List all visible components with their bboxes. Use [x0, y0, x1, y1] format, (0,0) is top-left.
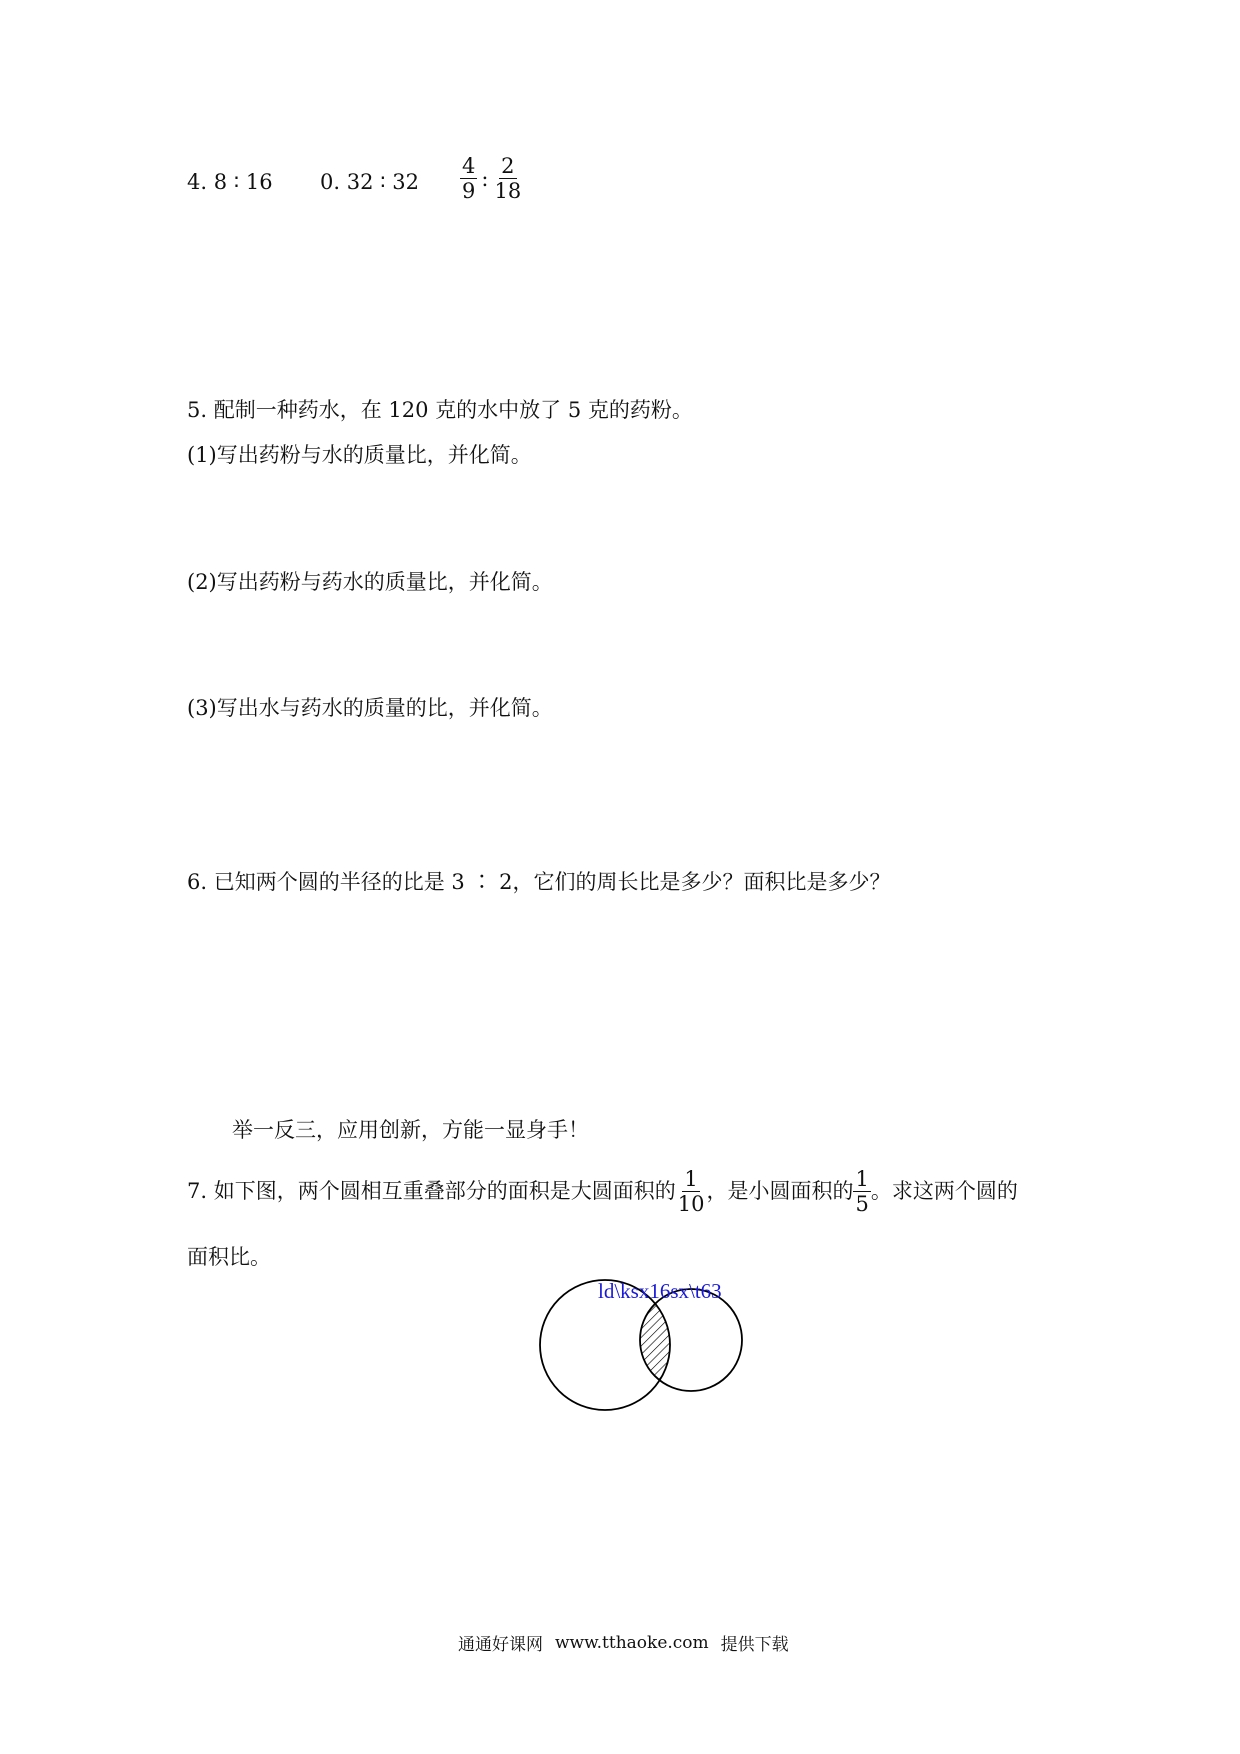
ratio-4-8-16: 4. 8 ∶ 16 — [187, 170, 273, 194]
figure-watermark: ld\ksx16sx\t63 — [598, 1279, 722, 1303]
fraction-1-10: $\frac{1}{10}$ — [677, 1166, 705, 1216]
question-7-lead: 7. 如下图，两个圆相互重叠部分的面积是大圆面积的 — [187, 1179, 676, 1203]
question-7-mid: ，是小圆面积的 — [706, 1179, 854, 1203]
question-5-part-2: (2)写出药粉与药水的质量比，并化简。 — [187, 570, 553, 594]
fraction-2-18: $\frac{2}{18}$ — [494, 154, 522, 203]
ratio-0-32-32: 0. 32 ∶ 32 — [320, 170, 419, 194]
fraction-1-5: $\frac{1}{5}$ — [855, 1166, 869, 1216]
question-7-tail: 。求这两个圆的 — [870, 1179, 1018, 1203]
page-footer — [458, 1630, 789, 1655]
ratio-fraction-pair — [460, 155, 523, 202]
question-7-stem — [187, 1163, 1018, 1219]
overlapping-circles-figure — [530, 1270, 760, 1420]
footer-action: 提供下载 — [720, 1635, 789, 1655]
question-5-part-3: (3)写出水与药水的质量的比，并化简。 — [187, 696, 553, 720]
ratio-colon: : — [481, 166, 489, 191]
question-7-line-2: 面积比。 — [187, 1245, 271, 1269]
footer-site-name: 通通好课网 — [458, 1635, 543, 1655]
fraction-4-9: $\frac{4}{9}$ — [462, 154, 476, 203]
question-5-part-1: (1)写出药粉与水的质量比，并化简。 — [187, 443, 532, 467]
section-slogan: 举一反三，应用创新，方能一显身手！ — [232, 1118, 589, 1142]
question-6-stem: 6. 已知两个圆的半径的比是 3 ∶ 2，它们的周长比是多少？面积比是多少？ — [187, 870, 891, 894]
footer-url[interactable]: www.tthaoke.com — [555, 1632, 709, 1653]
question-5-stem: 5. 配制一种药水，在 120 克的水中放了 5 克的药粉。 — [187, 398, 693, 422]
